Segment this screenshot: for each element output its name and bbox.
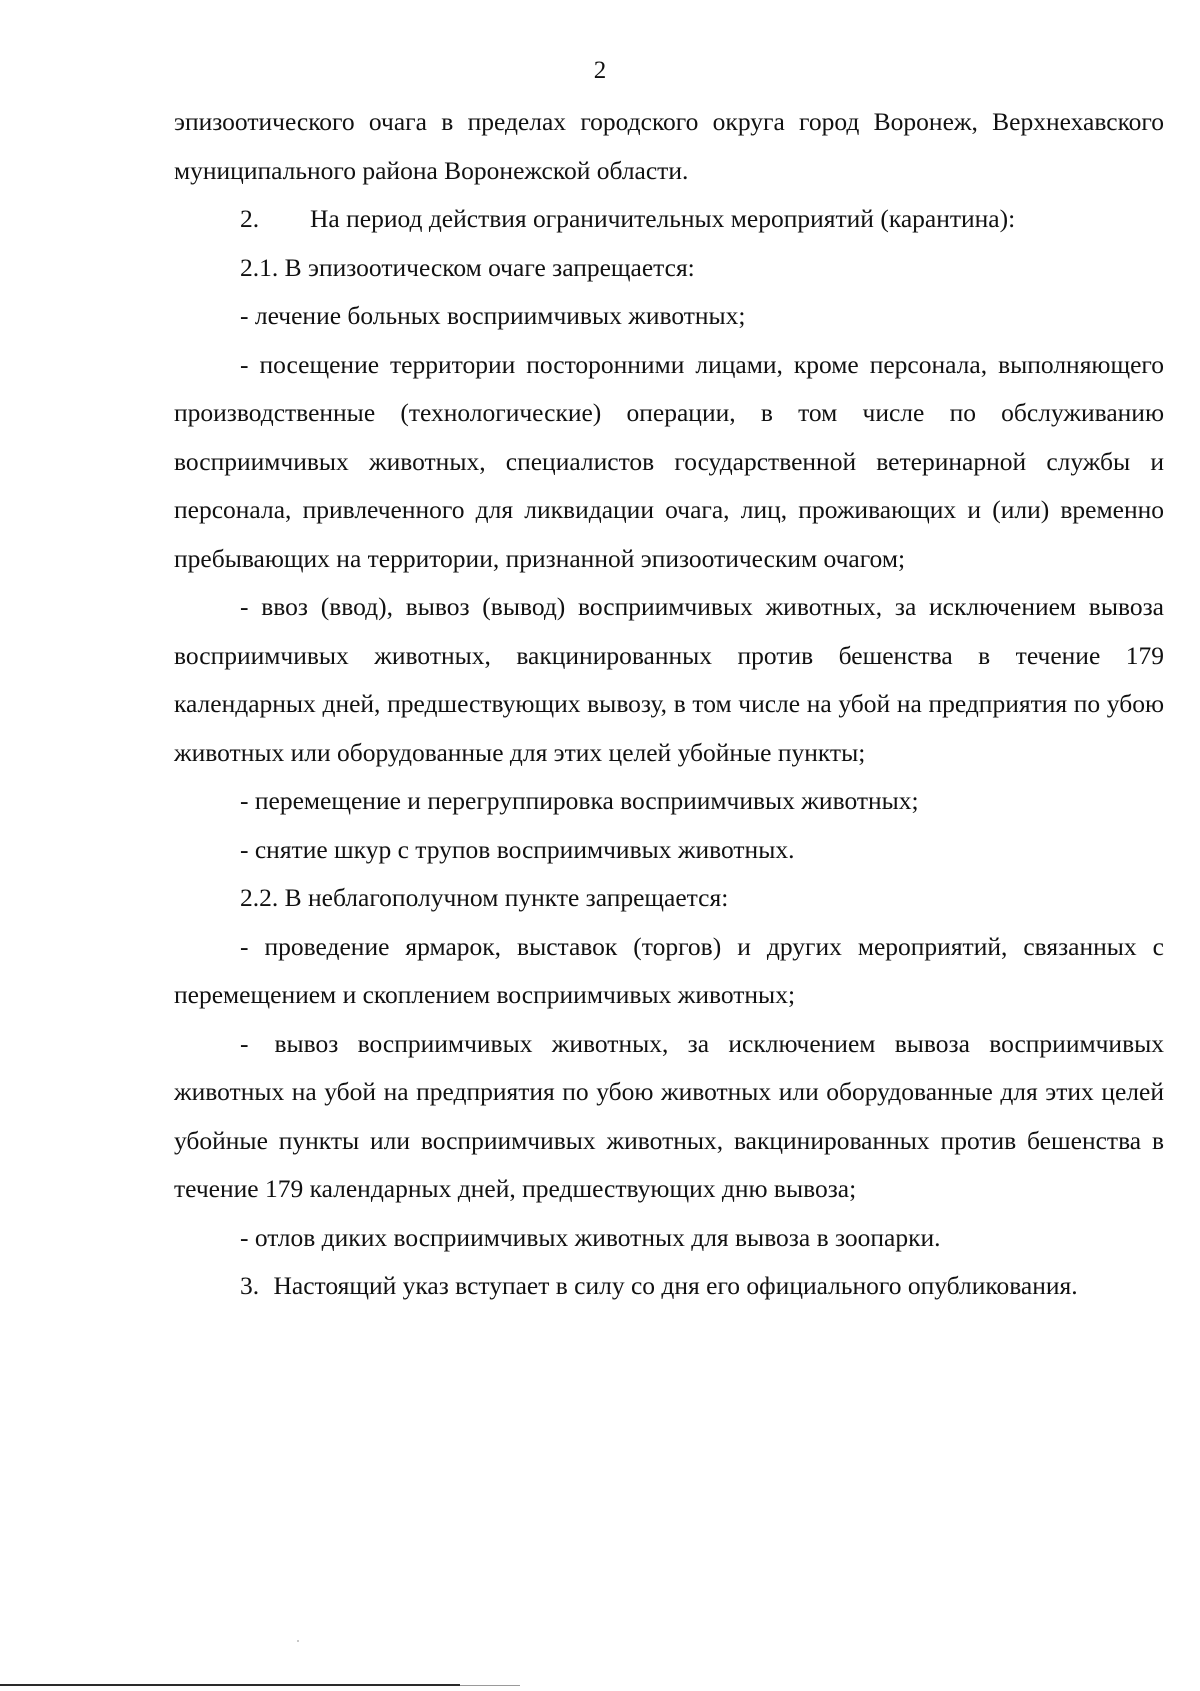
paragraph-continuation: эпизоотического очага в пределах городского округа город Воронеж, Верхнехавского муниципального района Воронежской области. [174,107,1164,185]
list-dash: - [240,1028,249,1058]
item-text: вывоз восприимчивых животных, за исключением вывоза восприимчивых животных на убой на предприятия по убою животных или оборудованные для этих целей убойные пункты или восприимчивых животных, вакцинированных против бешенства в течение 179 календарных дней, предшествующих дню вывоза; [174,1028,1164,1203]
list-item: - ввоз (ввод), вывоз (вывод) восприимчивых животных, за исключением вывоза восприимчивых животных, вакцинированных против бешенства в течение 179 календарных дней, предшествующих вывозу, в том числе на убой на предприятия по убою животных или оборудованные для этих целей убойные пункты; [174,592,1164,767]
list-item: - снятие шкур с трупов восприимчивых животных. [240,834,795,864]
list-item [174,1020,1164,1214]
paragraph-item-2-2: 2.2. В неблагополучном пункте запрещается: [240,883,729,912]
list-item: - лечение больных восприимчивых животных; [240,301,746,330]
list-item: - перемещение и перегруппировка восприимчивых животных; [240,786,919,815]
list-item: - отлов диких восприимчивых животных для вывоза в зоопарки. [240,1222,941,1252]
list-item: - посещение территории посторонними лицами, кроме персонала, выполняющего производственные (технологические) операции, в том числе по обслуживанию восприимчивых животных, специалистов государственной ветеринарной службы и персонала, привлеченного для ликвидации очага, лиц, проживающих и (или) временно пребывающих на территории, признанной эпизоотическим очагом; [174,349,1164,573]
paragraph-item-2 [174,195,1164,244]
item-text: Настоящий указ вступает в силу со дня его официального опубликования. [273,1271,1078,1300]
item-text: На период действия ограничительных мероприятий (карантина): [310,204,1016,233]
page-number: 2 [593,57,607,84]
paragraph-item-3 [174,1262,1164,1311]
scan-edge-line [0,1684,460,1686]
scan-edge-line-faint [460,1685,520,1686]
document-body [174,98,1164,1311]
paragraph-item-2-1: 2.1. В эпизоотическом очаге запрещается: [240,252,695,282]
list-item: - проведение ярмарок, выставок (торгов) и других мероприятий, связанных с перемещением и скоплением восприимчивых животных; [174,931,1164,1009]
item-number: 2. [240,204,260,233]
item-number: 3. [240,1271,260,1300]
scan-speck [297,1640,299,1642]
